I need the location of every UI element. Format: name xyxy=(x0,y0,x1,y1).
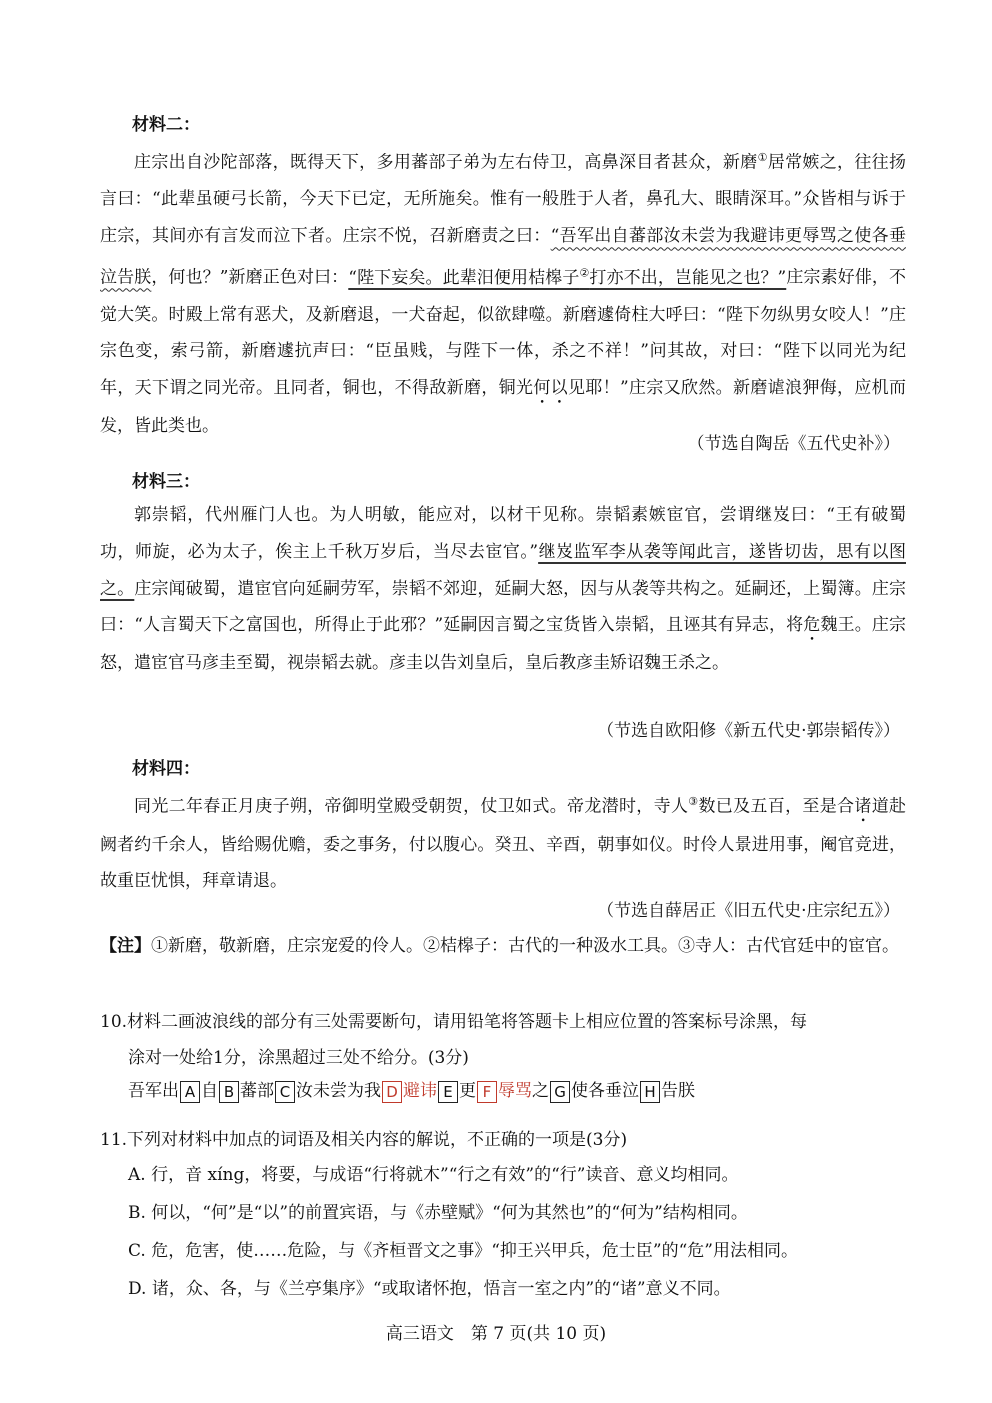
m2-text-b: 居常嫉之，往往扬言曰：“此辈虽硬弓长箭，今天下已定，无所施矣。惟有一般胜于人者，鼻孔大、眼睛深耳。”众皆相与诉于庄宗，其间亦有言发而泣下者。庄宗不悦，召新磨责之曰： xyxy=(100,152,906,247)
m2-text-c: ，何也？”新磨正色对曰： xyxy=(151,267,349,288)
material2-heading: 材料二： xyxy=(132,115,200,135)
material3-heading: 材料三： xyxy=(132,472,200,492)
segment-8: 之 xyxy=(532,1081,549,1101)
m3-text-b: 庄宗闻破蜀，遣宦官向延嗣劳军，崇韬不郊迎，延嗣大怒，因与从袭等共构之。延嗣还，上蜀簿。庄宗曰：“人言蜀天下之富国也，所得止于此邪？”延嗣因言蜀之宝货皆入崇韬，且诬其有异志，将 xyxy=(100,578,907,636)
option-c[interactable]: C. 危，危害，使……危险，与《齐桓晋文之事》“抑王兴甲兵，危士臣”的“危”用法相同。 xyxy=(128,1241,798,1261)
underlined-sentence-1 xyxy=(348,268,786,288)
answer-box-a[interactable]: A xyxy=(180,1081,200,1103)
answer-box-h[interactable]: H xyxy=(640,1081,660,1103)
segment-6: 更 xyxy=(459,1081,476,1101)
q10-number: 10. xyxy=(100,1012,128,1032)
material2-source: （节选自陶岳《五代史补》） xyxy=(687,434,900,454)
q10-answer-boxes xyxy=(128,1078,695,1104)
q11-options xyxy=(128,1156,908,1308)
answer-box-g[interactable]: G xyxy=(550,1081,570,1103)
underlined-sentence-2: 继岌监军李从袭等闻此言，遂皆切齿，思有以图之。 xyxy=(100,541,906,599)
wavy-underlined-passage: “吾军出自蕃部汝未尝为我避讳更辱骂之使各垂泣告朕 xyxy=(100,226,906,288)
material2-paragraph xyxy=(100,140,906,445)
m2-text-d: 庄宗素好俳，不觉大笑。时殿上常有恶犬，及新磨退，一犬奋起，似欲肆噬。新磨遽倚柱大呼曰：“陛下勿纵男女咬人！”庄宗色变，索弓箭，新磨遽抗声曰：“臣虽贱，与陛下一体，杀之不祥！”问其故，对曰：“陛下以同光为纪年，天下谓之同光帝。且同者，铜也，不得敌新磨，铜光 xyxy=(100,267,906,399)
footnote-marker-3: ③ xyxy=(688,795,699,808)
m4-text-a: 同光二年春正月庚子朔，帝御明堂殿受朝贺，仗卫如式。帝龙潜时，寺人 xyxy=(134,796,689,817)
note-text: ①新磨，敬新磨，庄宗宠爱的伶人。②桔槔子：古代的一种汲水工具。③寺人：古代官廷中的宦官。 xyxy=(151,936,899,956)
question-11 xyxy=(100,1122,906,1158)
question-10 xyxy=(100,1004,906,1076)
q11-stem: 下列对材料中加点的词语及相关内容的解说，不正确的一项是(3分) xyxy=(127,1130,628,1150)
option-b[interactable]: B. 何以，“何”是“以”的前置宾语，与《赤壁赋》“何为其然也”的“何为”结构相同。 xyxy=(128,1203,748,1223)
q11-number: 11. xyxy=(100,1130,128,1150)
segment-4: 汝未尝为我 xyxy=(296,1081,381,1101)
underlined-part-1: “陛下妄矣。此辈汨便用桔槔子 xyxy=(348,267,580,288)
m3-text-c: 魏王。庄宗怒，遣宦官马彦圭至蜀，视崇韬去就。彦圭以告刘皇后，皇后教彦圭矫诏魏王杀之。 xyxy=(100,615,906,674)
segment-10: 告朕 xyxy=(661,1081,695,1101)
page-footer: 高三语文 第 7 页(共 10 页) xyxy=(385,1324,607,1344)
material4-heading: 材料四： xyxy=(132,759,200,779)
underlined-part-2: 打亦不出，岂能见之也？” xyxy=(589,267,787,288)
answer-box-f[interactable]: F xyxy=(477,1081,497,1103)
material4-source: （节选自薛居正《旧五代史·庄宗纪五》） xyxy=(597,901,900,921)
dotted-word-zhu: 诸 xyxy=(854,796,872,817)
answer-box-c[interactable]: C xyxy=(275,1081,295,1103)
segment-1: 吾军出 xyxy=(128,1081,179,1101)
answer-box-b[interactable]: B xyxy=(219,1081,239,1103)
annotation-note xyxy=(100,928,906,964)
answer-box-e[interactable]: E xyxy=(438,1081,458,1103)
segment-9: 使各垂泣 xyxy=(571,1081,639,1101)
option-a[interactable]: A. 行，音 xíng，将要，与成语“行将就木”“行之有效”的“行”读音、意义均相同。 xyxy=(128,1165,739,1185)
answer-box-d[interactable]: D xyxy=(382,1081,402,1103)
q10-line1: 材料二画波浪线的部分有三处需要断句，请用铅笔将答题卡上相应位置的答案标号涂黑，每 xyxy=(127,1012,808,1032)
m4-text-b: 数已及五百，至是合 xyxy=(698,796,855,817)
material3-paragraph xyxy=(100,497,906,682)
q10-line2: 涂对一处给1分，涂黑超过三处不给分。(3分) xyxy=(128,1048,469,1068)
option-d[interactable]: D. 诸，众、各，与《兰亭集序》“或取诸怀抱，悟言一室之内”的“诸”意义不同。 xyxy=(128,1279,731,1299)
segment-2: 自 xyxy=(201,1081,218,1101)
segment-5: 避讳 xyxy=(403,1081,437,1101)
m3-text-a: 郭崇韬，代州雁门人也。为人明敏，能应对，以材干见称。崇韬素嫉宦官，尝谓继岌曰：“王有破蜀功，师旋，必为太子，俟主上千秋万岁后，当尽去宦官。” xyxy=(100,505,906,562)
m4-text-c: 道赴阙者约千余人，皆给赐优赡，委之事务，付以腹心。癸丑、辛酉，朝事如仪。时伶人景进用事，阉官竞进，故重臣忧惧，拜章请退。 xyxy=(100,796,907,892)
note-label: 【注】 xyxy=(100,936,151,956)
material3-source: （节选自欧阳修《新五代史·郭崇韬传》） xyxy=(597,721,900,741)
footnote-marker-2: ② xyxy=(579,266,590,280)
dotted-word-wei: 危 xyxy=(803,615,821,636)
segment-7: 辱骂 xyxy=(498,1081,532,1101)
material4-paragraph xyxy=(100,784,906,900)
footnote-marker-1: ① xyxy=(757,151,768,164)
m2-text-e: 见耶！”庄宗又欣然。新磨谑浪狎侮，应机而发，皆此类也。 xyxy=(100,378,906,437)
m2-text-a: 庄宗出自沙陀部落，既得天下，多用蕃部子弟为左右侍卫，高鼻深目者甚众，新磨 xyxy=(134,152,758,173)
segment-3: 蕃部 xyxy=(240,1081,274,1101)
dotted-word-heyi: 何以 xyxy=(533,378,568,399)
